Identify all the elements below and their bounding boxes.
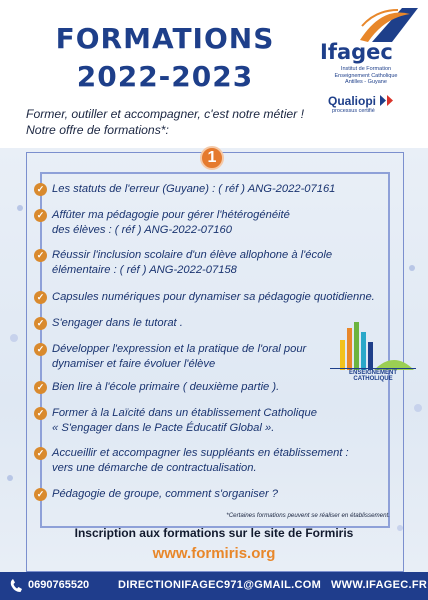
inscription-text: Inscription aux formations sur le site de Formiris [74,526,354,540]
ifagec-logo [302,4,420,114]
logo-name: Ifagec [320,40,393,64]
logo-swoosh-icon [302,4,420,44]
list-item-text [52,406,382,436]
list-item-line: Capsules numériques pour dynamiser sa pédagogie quotidienne. [52,291,375,303]
list-item-line: élémentaire : ( réf ) ANG-2022-07158 [52,264,237,276]
footer-website[interactable]: WWW.IFAGEC.FR [331,579,428,591]
list-item-line: vers une démarche de contractualisation. [52,462,257,474]
list-item-line: Bien lire à l'école primaire ( deuxième partie ). [52,381,280,393]
list-item-text [52,446,382,476]
list-item-text [52,487,382,502]
list-item-text [52,182,382,197]
list-item-text [52,248,382,278]
footer-phone[interactable]: 0690765520 [28,579,90,591]
enseignement-catholique-logo [330,320,416,382]
list-item-line: Pédagogie de groupe, comment s'organiser ? [52,488,279,500]
qualiopi-text: Qualiopi [328,94,376,108]
check-icon: ✓ [34,488,47,501]
check-icon: ✓ [34,343,47,356]
page-title: FORMATIONS [55,22,275,55]
list-item-text [52,342,332,372]
qualiopi-arrows-icon [379,95,395,106]
catholic-education-bars-icon [330,320,416,372]
intro-line: Former, outiller et accompagner, c'est notre métier ! [26,107,305,121]
list-item-line: « S'engager dans le Pacte Éducatif Global ». [52,422,275,434]
check-icon: ✓ [34,291,47,304]
list-item-line: S'engager dans le tutorat . [52,317,183,329]
list-item-line: dynamiser et faire évoluer l'élève [52,358,216,370]
list-item-line: Affûter ma pédagogie pour gérer l'hétérogénéité [52,209,290,221]
page-subtitle-year: 2022-2023 [76,60,254,93]
check-icon: ✓ [34,183,47,196]
list-item-text [52,380,382,395]
check-icon: ✓ [34,249,47,262]
enseignement-catholique-label: ENSEIGNEMENT CATHOLIQUE [330,368,416,382]
phone-icon [10,579,22,593]
footer-email[interactable]: DIRECTIONIFAGEC971@GMAIL.COM [118,579,322,591]
intro-line: Notre offre de formations*: [26,123,169,137]
list-item-line: Développer l'expression et la pratique de l'oral pour [52,343,307,355]
check-icon: ✓ [34,407,47,420]
footer-bar [0,572,428,600]
list-item-text [52,290,382,305]
formiris-link[interactable]: www.formiris.org [152,545,276,562]
footnote: *Certaines formations peuvent se réaliser en établissement. [226,512,390,519]
logo-subtitle [316,66,416,86]
list-item-line: Former à la Laïcité dans un établissement Catholique [52,407,317,419]
logo-sub-line: Enseignement Catholique [334,72,398,79]
section-number-badge: 1 [200,146,224,170]
list-item-line: Réussir l'inclusion scolaire d'un élève allophone à l'école [52,249,333,261]
check-icon: ✓ [34,381,47,394]
list-item-line: Les statuts de l'erreur (Guyane) : ( réf ) ANG-2022-07161 [52,183,336,195]
check-icon: ✓ [34,447,47,460]
list-item-line: Accueillir et accompagner les suppléants en établissement : [52,447,349,459]
check-icon: ✓ [34,209,47,222]
qualiopi-sub: processus certifié [332,108,375,114]
list-item-text [52,208,382,238]
logo-sub-line: Antilles - Guyane [345,79,387,85]
check-icon: ✓ [34,317,47,330]
logo-sub-line: Institut de Formation [340,66,392,72]
qualiopi-label [328,94,395,108]
list-item-line: des élèves : ( réf ) ANG-2022-07160 [52,224,232,236]
